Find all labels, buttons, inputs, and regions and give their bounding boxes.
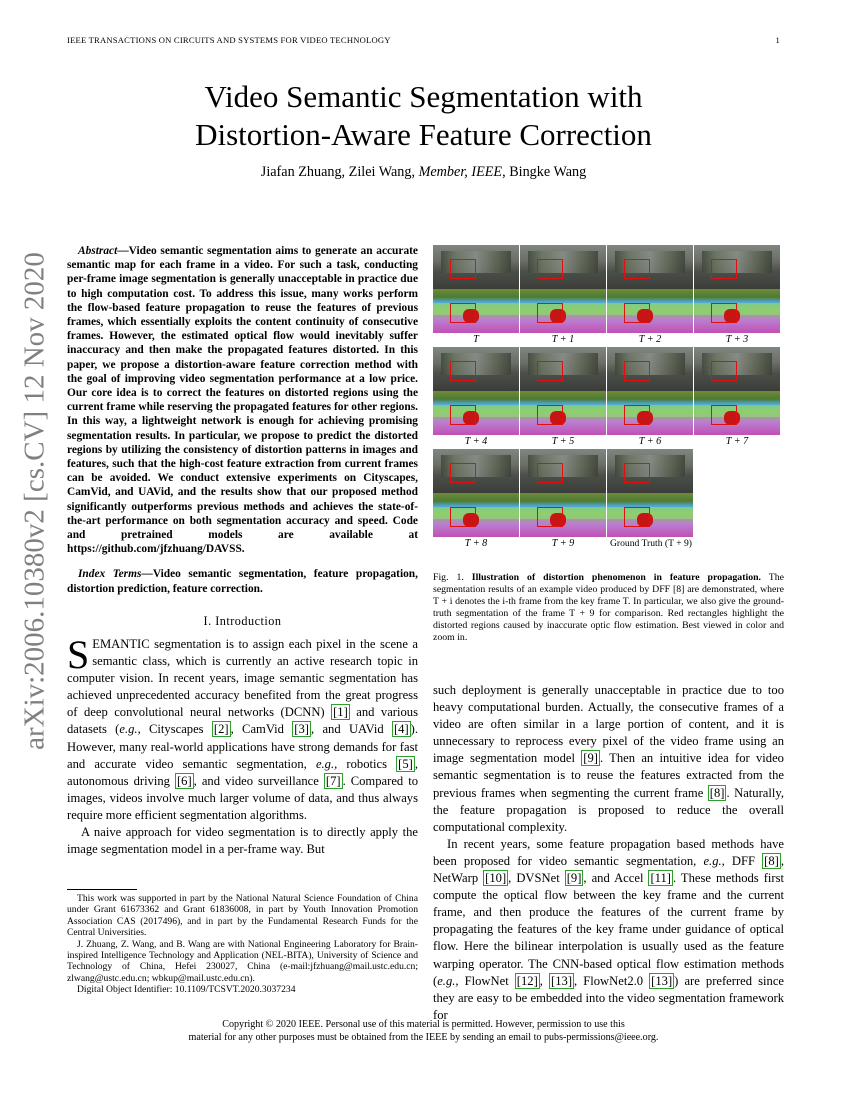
footnote: [67, 893, 418, 996]
authors-part-2: , Bingke Wang: [502, 164, 587, 180]
abstract-label: Abstract: [78, 245, 118, 257]
copyright-line-2: material for any other purposes must be obtained from the IEEE by sending an email to pubs-permissions@ieee.org.: [188, 1031, 659, 1043]
text-span: e.g.: [437, 973, 456, 988]
dropcap: S: [67, 631, 90, 677]
citation-link[interactable]: [8]: [709, 785, 725, 800]
text-span: . Naturally, the feature propagation is proposed to reduce the overall computational complexity.: [433, 785, 785, 834]
footnote-affiliation: J. Zhuang, Z. Wang, and B. Wang are with National Engineering Laboratory for Brain-inspired Intelligence Technology and Application (NEL-BITA), University of Science and Technology of China, Hefei 230027, China (e-mail:jfzhuang@mail.ustc.edu.cn; zlwang@ustc.edu.cn; wbkup@mail.ustc.edu.cn).: [67, 938, 418, 984]
title-line-2: Distortion-Aware Feature Correction: [195, 117, 652, 152]
citation-link[interactable]: [11]: [650, 871, 671, 886]
citation-link[interactable]: [13]: [651, 973, 673, 988]
text-span: , Cityscapes: [137, 722, 212, 737]
footnote-doi: Digital Object Identifier: 10.1109/TCSVT.2020.3037234: [77, 984, 296, 996]
right-column: [433, 682, 784, 1024]
index-terms-text: —Video semantic segmentation, feature propagation, distortion prediction, feature correction.: [67, 568, 418, 595]
arxiv-stamp-text: arXiv:2006.10380v2 [cs.CV] 12 Nov 2020: [18, 252, 51, 750]
text-span: ,: [539, 973, 550, 988]
frame-tile: [520, 347, 606, 435]
citation-link[interactable]: [7]: [325, 773, 341, 788]
citation-link[interactable]: [10]: [485, 871, 507, 886]
ground-truth-label: Ground Truth (T + 9): [610, 538, 692, 549]
right-paragraph-2: [433, 836, 784, 1024]
frame-tile: [520, 449, 606, 537]
citation-link[interactable]: [9]: [566, 871, 582, 886]
text-span: , NetWarp: [433, 853, 784, 886]
journal-name: IEEE TRANSACTIONS ON CIRCUITS AND SYSTEMS FOR VIDEO TECHNOLOGY: [67, 35, 391, 45]
frame-tile: [433, 245, 519, 333]
citation-link[interactable]: [9]: [583, 751, 598, 766]
text-span: , DFF: [721, 853, 763, 868]
text-span: , and Accel: [583, 871, 649, 886]
abstract: [67, 244, 418, 556]
frame-tile: [520, 245, 606, 333]
authors-part-1: Jiafan Zhuang, Zilei Wang,: [260, 164, 419, 180]
frame-tile: [433, 347, 519, 435]
caption-text: The segmentation results of an example video produced by DFF [8] are demonstrated, where T + i denotes the i-th frame from the key frame T. In particular, we also give the ground-truth segmentation of the frame T + 9 for comparison. Red rectangles highlight the distorted regions caused by inaccurate optic flow estimation. Best viewed in color and zoom in.: [433, 572, 784, 643]
text-span: In recent years, some feature propagation based methods have been proposed for video semantic segmentation,: [433, 836, 784, 868]
caption-label: Fig. 1.: [433, 572, 464, 583]
frame-label: T + 1: [551, 334, 575, 345]
citation-link[interactable]: [3]: [294, 722, 309, 737]
citation-link[interactable]: [5]: [398, 756, 413, 771]
left-column: [67, 244, 418, 858]
frame-label: T + 3: [725, 334, 749, 345]
ground-truth-tile: [607, 449, 693, 537]
copyright-notice: [67, 1019, 780, 1044]
text-span: . Then an intuitive idea for video semantic segmentation is to reuse the features extracted from the previous frames when segmenting the current frame: [433, 751, 784, 800]
frame-label: T: [473, 334, 479, 345]
footnote-funding: This work was supported in part by the National Natural Science Foundation of China under Grant 61673362 and Grant 61836008, in part by Youth Innovation Promotion Association CAS (2017496), and in part by the Fundamental Research Funds for the Central Universities.: [67, 893, 418, 939]
text-span: e.g.: [703, 853, 722, 868]
citation-link[interactable]: [13]: [551, 973, 573, 988]
text-span: , CamVid: [230, 722, 293, 737]
frame-tile: [433, 449, 519, 537]
paper-title: [67, 78, 780, 154]
frame-tile: [694, 245, 780, 333]
right-paragraph-1: [433, 682, 784, 836]
text-span: , and video surveillance: [193, 773, 324, 788]
text-span: . These methods first compute the optical flow between the key frame and the current frame, and then produce the features of the current frame by propagating the features of the key frame under guidance of optical flow. Here the bilinear interpolation is usually used as the feature warping operator. The CNN-based optical flow estimation methods (: [433, 871, 784, 988]
text-span: , robotics: [334, 756, 397, 771]
citation-link[interactable]: [1]: [333, 705, 348, 720]
citation-link[interactable]: [8]: [764, 853, 779, 868]
text-span: , DVSNet: [508, 871, 565, 886]
frame-label: T + 6: [638, 436, 662, 447]
text-span: ) are preferred since they are easy to be embedded into the video segmentation framework for: [433, 973, 785, 1022]
text-span: , FlowNet: [455, 973, 515, 988]
intro-paragraph-2: A naive approach for video segmentation is to directly apply the image segmentation model in a per-frame way. But: [67, 825, 418, 857]
figure-caption: [433, 572, 784, 643]
author-membership: Member, IEEE: [418, 164, 503, 180]
text-span: , autonomous driving: [67, 756, 418, 788]
index-terms-label: Index Terms: [78, 568, 142, 581]
caption-title: Illustration of distortion phenomenon in feature propagation.: [471, 572, 761, 583]
frame-label: T + 5: [551, 436, 575, 447]
page-number: 1: [775, 35, 780, 45]
intro-paragraph-1: [67, 631, 419, 824]
text-span: . Compared to images, videos involve much larger volume of data, and thus always require more efficient segmentation algorithms.: [67, 773, 419, 822]
text-span: ). However, many real-world applications have strong demands for fast and accurate video semantic segmentation,: [67, 722, 418, 771]
text-span: and various datasets (: [67, 705, 418, 737]
citation-link[interactable]: [2]: [213, 722, 229, 737]
title-line-1: Video Semantic Segmentation with: [204, 79, 643, 114]
frame-label: T + 9: [551, 538, 575, 549]
citation-link[interactable]: [6]: [176, 773, 192, 788]
text-span: e.g.: [119, 722, 138, 737]
figure-1: [433, 245, 784, 551]
frame-label: T + 4: [464, 436, 488, 447]
citation-link[interactable]: [12]: [516, 973, 538, 988]
frame-tile: [607, 245, 693, 333]
running-head: [67, 35, 780, 45]
text-span: such deployment is generally unacceptable in practice due to too heavy computational burden. Actually, the consecutive frames of a video are often similar in a large portion of content, and it is unnecessary to reprocess every pixel of the video frame using an image segmentation model: [433, 683, 784, 766]
frame-tile: [607, 347, 693, 435]
arxiv-stamp: [15, 252, 55, 750]
index-terms: [67, 567, 418, 595]
frame-label: T + 2: [638, 334, 662, 345]
section-heading-introduction: I. Introduction: [203, 613, 282, 628]
text-span: EMANTIC segmentation is to assign each pixel in the scene a semantic class, which is currently an active research topic in computer vision. In recent years, image semantic segmentation has achieved unprecedented accuracy benefited from the great progress of deep convolutional neural networks (DCNN): [67, 636, 418, 720]
text-span: , FlowNet2.0: [574, 973, 650, 988]
abstract-text: —Video semantic segmentation aims to generate an accurate semantic map for each frame in a video. For such a task, conducting per-frame image segmentation is generally unacceptable in practice due to high computation cost. To address this issue, many works perform the flow-based feature propagation to reuse the features of previous frames, which essentially exploits the content continuity of consecutive frames. However, the estimated optical flow would inevitably suffer inaccuracy and then make the propagated features distorted. In this paper, we propose a distortion-aware feature correction method with the goal of improving video segmentation performance at a low price. Our core idea is to correct the features on distorted regions using the current frame while reserving the propagated features for other regions. In this way, a lightweight network is enough for achieving promising segmentation results. In particular, we propose to predict the distorted regions by utilizing the consistency of distortion patterns in images and features, such that the high-cost feature extraction from current frames can be avoided. We conduct extensive experiments on Cityscapes, CamVid, and UAVid, and the results show that our proposed method significantly outperforms previous methods and achieves the state-of-the-art performance on both segmentation accuracy and speed. Code and pretrained models are available at https://github.com/jfzhuang/DAVSS.: [67, 245, 418, 556]
text-span: , and UAVid: [310, 722, 392, 737]
authors: [67, 164, 780, 181]
citation-link[interactable]: [4]: [393, 722, 409, 737]
frame-label: T + 7: [725, 436, 749, 447]
text-span: e.g.: [315, 756, 335, 771]
frame-tile: [694, 347, 780, 435]
copyright-line-1: Copyright © 2020 IEEE. Personal use of this material is permitted. However, permission to use this: [222, 1019, 625, 1030]
footnote-rule: [67, 889, 137, 890]
frame-label: T + 8: [464, 538, 488, 549]
